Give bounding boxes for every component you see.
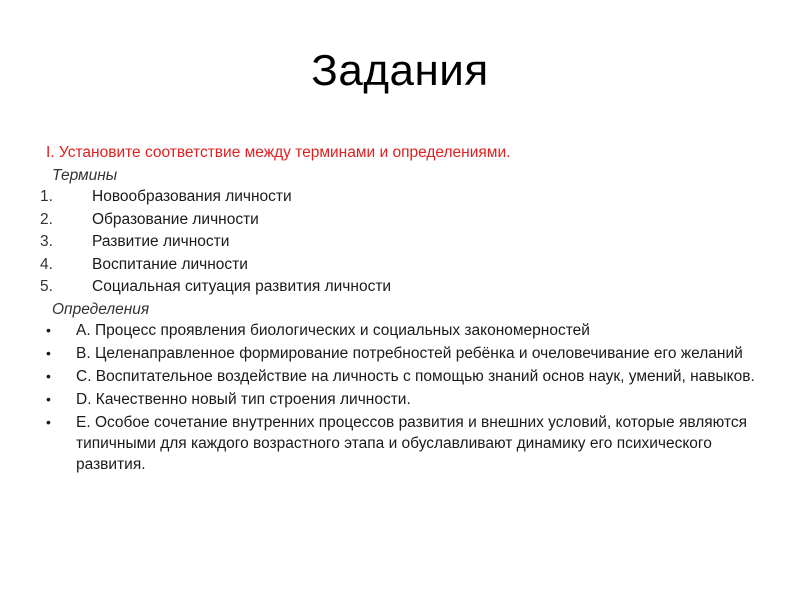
definitions-heading: Определения bbox=[52, 300, 150, 318]
bullet-icon: • bbox=[46, 344, 51, 361]
term-item bbox=[40, 276, 760, 299]
definition-item bbox=[40, 366, 760, 387]
term-item bbox=[40, 209, 760, 232]
slide-content bbox=[40, 142, 760, 477]
definition-text: В. Целенаправленное формирование потребностей ребёнка и очеловечивание его желаний bbox=[76, 344, 743, 362]
definition-item bbox=[40, 412, 760, 475]
term-text: Образование личности bbox=[92, 210, 259, 228]
term-item bbox=[40, 186, 760, 209]
definition-text: А. Процесс проявления биологических и социальных закономерностей bbox=[76, 321, 590, 339]
term-number: 3. bbox=[40, 233, 53, 250]
term-number: 4. bbox=[40, 255, 53, 273]
bullet-icon: • bbox=[46, 321, 51, 338]
slide-title: Задания bbox=[311, 46, 489, 95]
definition-text: D. Качественно новый тип строения личности. bbox=[76, 390, 411, 408]
term-number: 5. bbox=[40, 278, 53, 295]
bullet-icon: • bbox=[46, 390, 51, 407]
definition-item bbox=[40, 343, 760, 364]
term-number: 1. bbox=[40, 188, 53, 205]
term-text: Воспитание личности bbox=[92, 255, 248, 273]
bullet-icon: • bbox=[46, 367, 51, 384]
term-text: Социальная ситуация развития личности bbox=[92, 278, 392, 295]
terms-heading: Термины bbox=[52, 167, 118, 184]
definition-item bbox=[40, 389, 760, 410]
term-text: Развитие личности bbox=[92, 233, 230, 250]
definition-text: С. Воспитательное воздействие на личность с помощью знаний основ наук, умений, навыков. bbox=[76, 367, 755, 385]
term-number: 2. bbox=[40, 210, 53, 228]
term-item bbox=[40, 254, 760, 277]
term-text: Новообразования личности bbox=[92, 188, 292, 205]
term-item bbox=[40, 231, 760, 254]
task-instruction: I. Установите соответствие между терминами и определениями. bbox=[46, 144, 511, 161]
bullet-icon: • bbox=[46, 413, 51, 430]
definition-item bbox=[40, 320, 760, 341]
definition-text: Е. Особое сочетание внутренних процессов развития и внешних условий, которые являются типичными для каждого возрастного этапа и обуславливают динамику его психического развития. bbox=[76, 413, 748, 473]
